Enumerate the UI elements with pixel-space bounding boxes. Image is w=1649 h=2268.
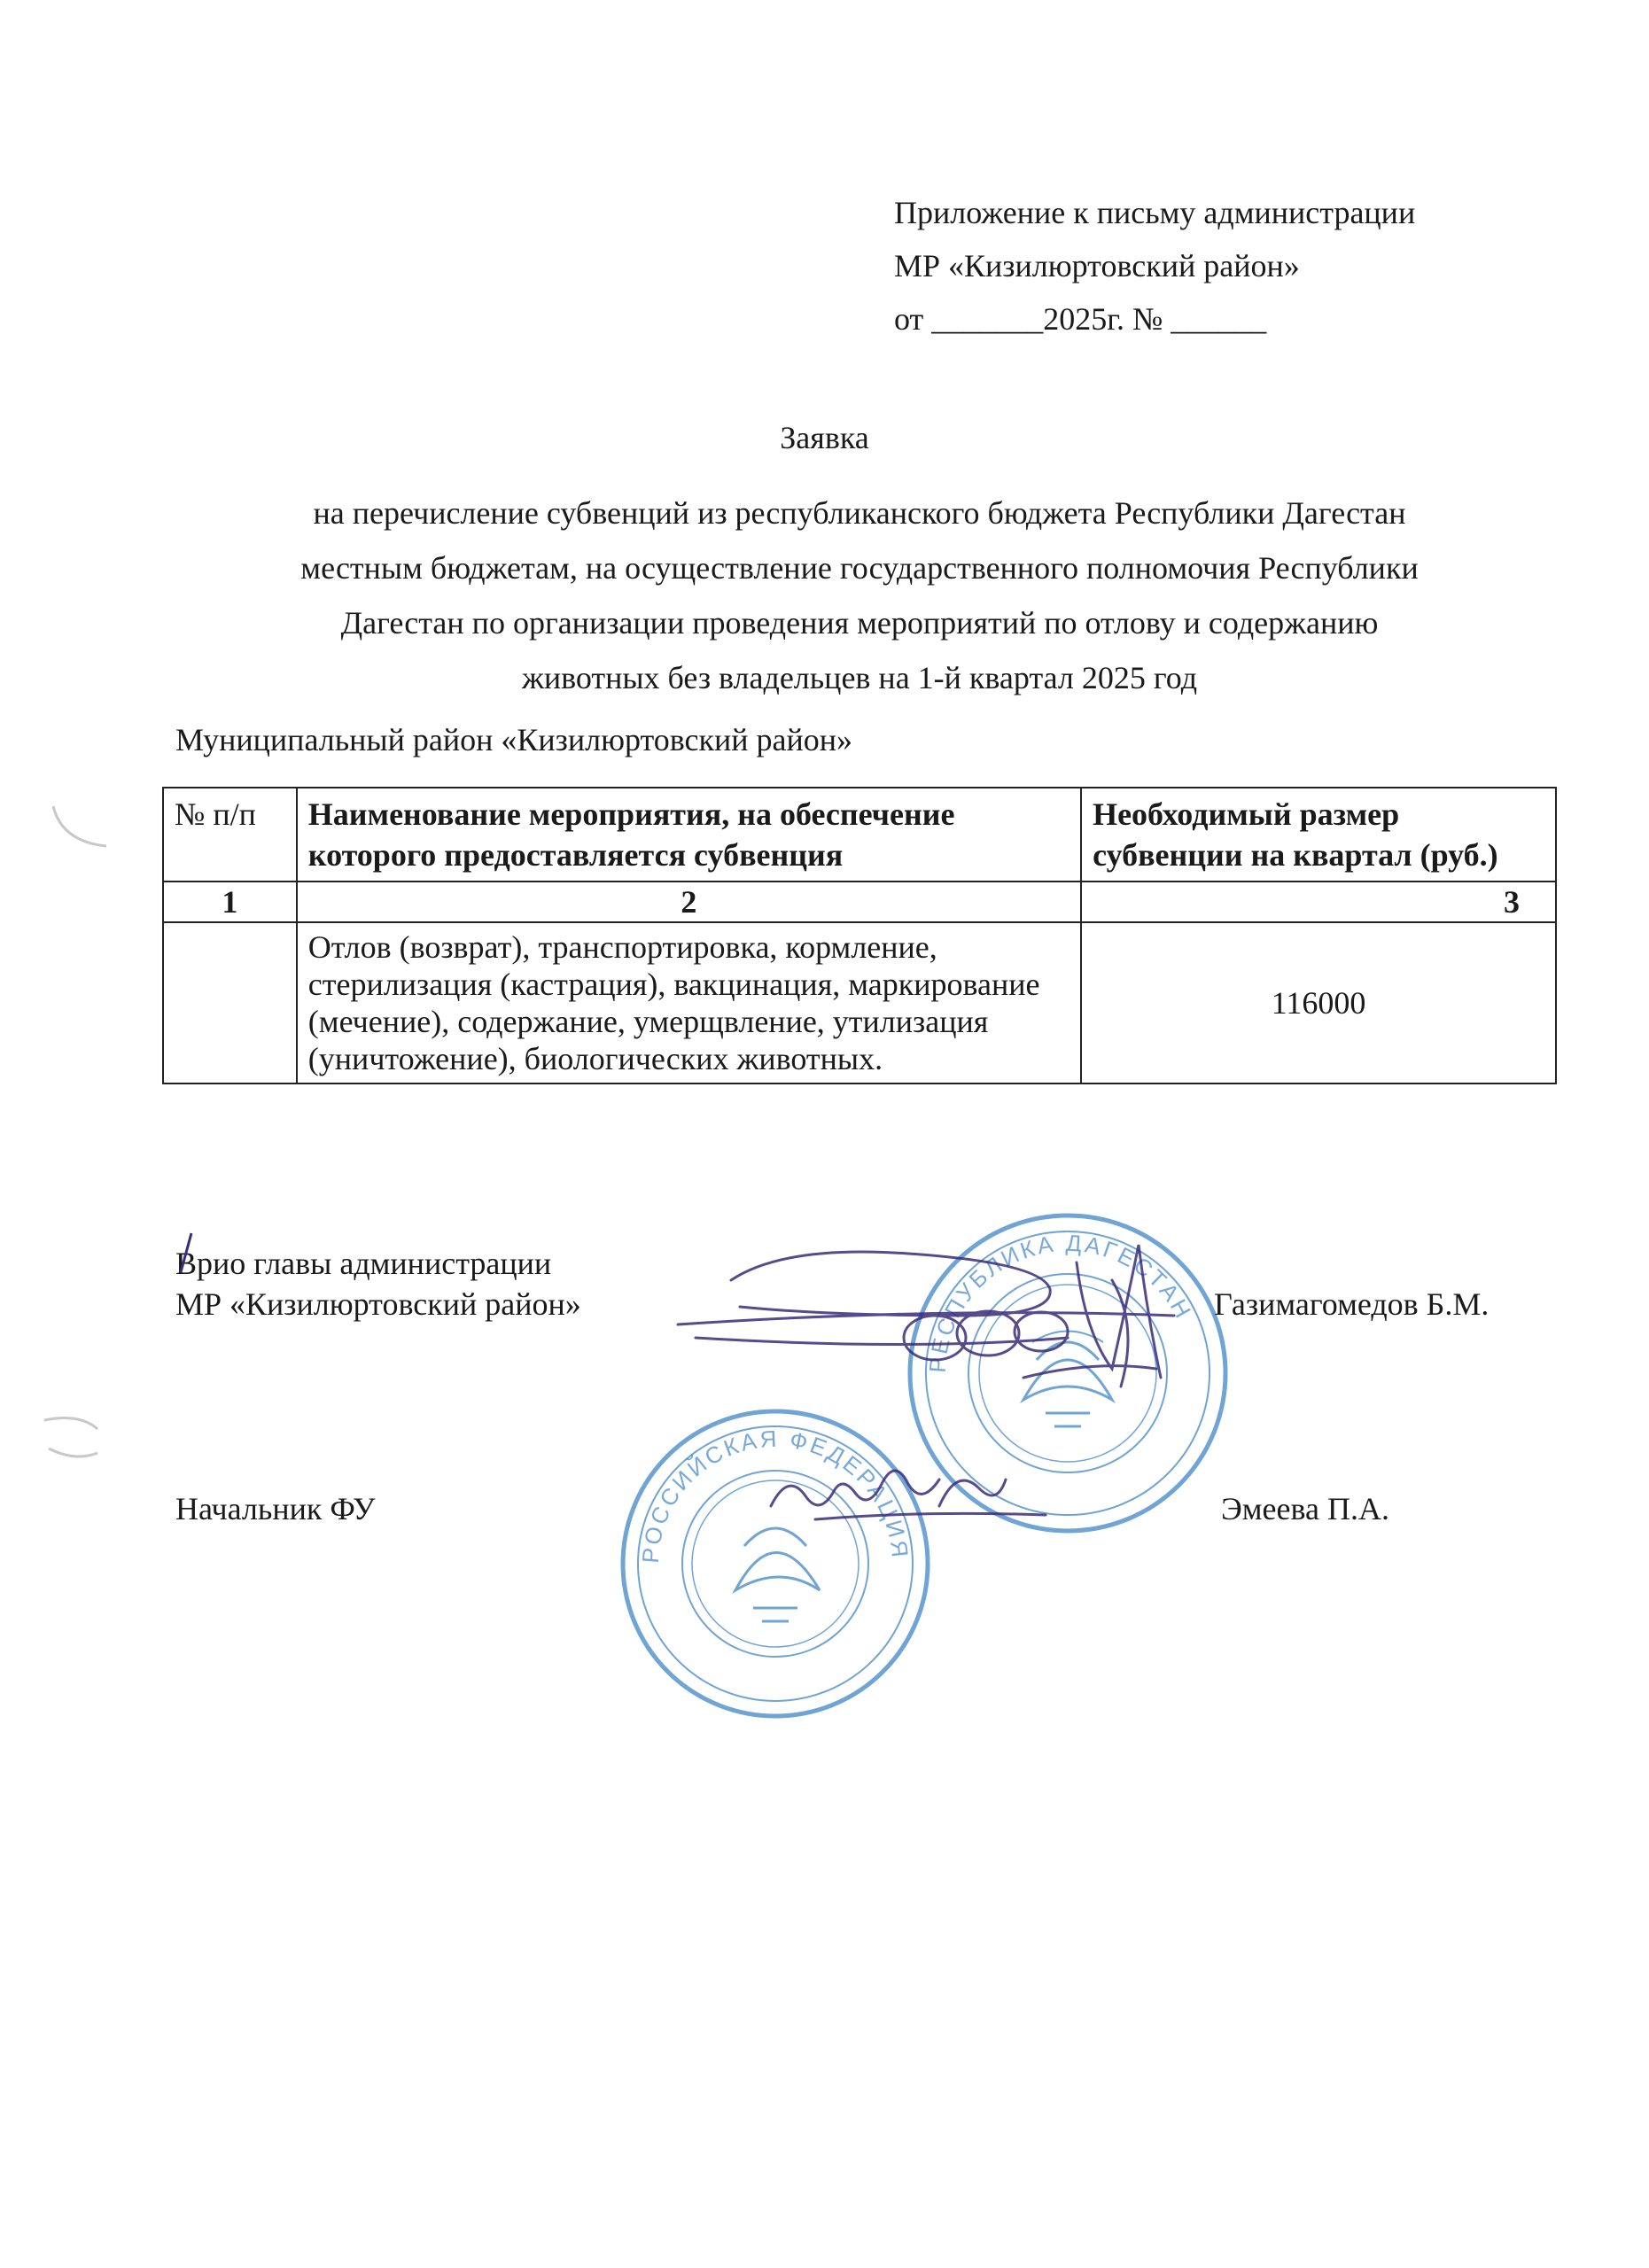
row-number-cell [163, 922, 297, 1084]
finance-signature [762, 1453, 1054, 1533]
subvention-table [162, 787, 1557, 1084]
head-title [175, 1243, 581, 1324]
row-amount-cell: 116000 [1081, 922, 1556, 1084]
finance-name: Эмеева П.А. [1221, 1491, 1390, 1526]
subtitle-line-3: Дагестан по организации проведения мероприятий по отлову и содержанию [340, 605, 1379, 641]
appendix-header [894, 186, 1415, 346]
subtitle-line-2: местным бюджетам, на осуществление государственного полномочия Республики [300, 550, 1419, 586]
document-title: Заявка [780, 420, 869, 455]
appendix-line-1: Приложение к письму администрации [894, 195, 1416, 230]
head-title-line-1: Врио главы администрации [175, 1246, 552, 1281]
header-number: № п/п [163, 788, 297, 882]
table-header-row [163, 788, 1556, 882]
header-activity: Наименование мероприятия, на обеспечение которого предоставляется субвенция [297, 788, 1081, 882]
subtitle-line-1: на перечисление субвенций из республиканского бюджета Республики Дагестан [313, 495, 1406, 531]
finance-title: Начальник ФУ [175, 1491, 376, 1526]
row-activity-cell: Отлов (возврат), транспортировка, кормление, стерилизация (кастрация), вакцинация, маркирование (мечение), содержание, умерщвление, утилизация (уничтожение), биологических животных. [297, 922, 1081, 1084]
admin-stamp-text: РЕСПУБЛИКА ДАГЕСТАН [923, 1229, 1198, 1374]
table-row [163, 922, 1556, 1084]
head-signature [669, 1227, 1218, 1413]
finance-stamp-text: РОССИЙСКАЯ ФЕДЕРАЦИЯ [636, 1425, 914, 1565]
header-amount: Необходимый размер субвенции на квартал (руб.) [1081, 788, 1556, 882]
column-number-2: 2 [297, 882, 1081, 922]
column-number-3: 3 [1081, 882, 1556, 922]
subtitle-line-4: животных без владельцев на 1-й квартал 2025 год [521, 660, 1198, 695]
table-column-numbers-row [163, 882, 1556, 922]
punch-mark-upper [44, 802, 115, 855]
finance-stamp [616, 1404, 935, 1723]
appendix-line-3: от _______2025г. № ______ [894, 301, 1267, 337]
appendix-line-2: МР «Кизилюртовский район» [894, 248, 1300, 284]
column-number-1: 1 [163, 882, 297, 922]
head-name: Газимагомедов Б.М. [1214, 1286, 1490, 1322]
district-label: Муниципальный район «Кизилюртовский район» [175, 722, 853, 757]
punch-mark-lower [35, 1413, 115, 1466]
pen-tick-mark [174, 1231, 200, 1276]
head-title-line-2: МР «Кизилюртовский район» [175, 1286, 581, 1322]
document-subtitle [142, 485, 1577, 705]
